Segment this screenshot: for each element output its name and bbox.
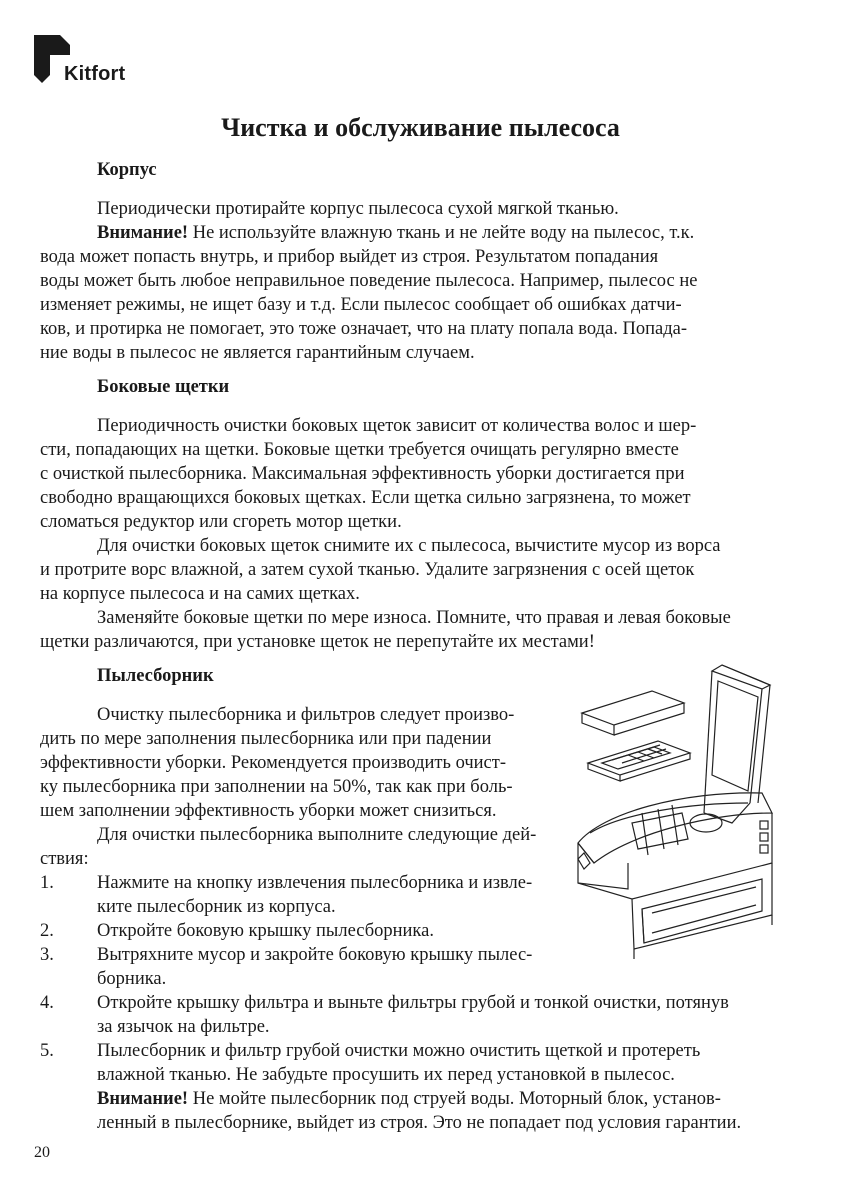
page-title: Чистка и обслуживание пылесоса — [221, 113, 620, 142]
dustbin-drawing-icon — [572, 663, 787, 960]
body-warning-continuation: вода может попасть внутрь, и прибор выйдет из строя. Результатом попадания воды может быть любое неправильное поведение пылесоса. Например, пылесос не изменяет режимы, не ищет базу и т.д. Если пылесос сообщает об ошибках датчи- ков, и протирка не помогает, это тоже означает, что на плату попала вода. Попада- ние воды в пылесос не является гарантийным случаем. — [40, 247, 698, 363]
body-paragraph-1: Периодически протирайте корпус пылесоса сухой мягкой тканью. — [97, 199, 619, 219]
list-item: 1. Нажмите на кнопку извлечения пылесборника и извле- ките пылесборник из корпуса. — [40, 873, 533, 917]
warning-label: Внимание! — [97, 223, 189, 243]
list-item: 3. Вытряхните мусор и закройте боковую крышку пылес- борника. — [40, 945, 533, 989]
list-item: 4. Откройте крышку фильтра и выньте фильтры грубой и тонкой очистки, потянув за язычок на фильтре. — [40, 993, 729, 1037]
heading-body: Корпус — [97, 160, 157, 180]
heading-side-brushes: Боковые щетки — [97, 377, 230, 397]
brushes-paragraph-3: Заменяйте боковые щетки по мере износа. Помните, что правая и левая боковые — [97, 608, 731, 628]
brushes-paragraph-2: Для очистки боковых щеток снимите их с пылесоса, вычистите мусор из ворса — [97, 536, 721, 556]
list-item: 2. Откройте боковую крышку пылесборника. — [40, 921, 434, 941]
dustbin-illustration — [572, 663, 787, 960]
dustbin-paragraph-2: Для очистки пылесборника выполните следующие дей- — [97, 825, 537, 845]
dustbin-paragraph-1: Очистку пылесборника и фильтров следует произво- — [97, 705, 515, 725]
page-content: Корпус Периодически протирайте корпус пылесоса сухой мягкой тканью. Внимание! Не используйте влажную ткань и не лейте воду на пылесос, т.к. вода может попасть внутрь, и прибор выйдет из строя. Результатом попадания воды может быть любое неправильное поведение пылесоса. Например, пылесос не изменяет режимы, не ищет базу и т.д. Если пылесос сообщает об ошибках датчи- ков, и протирка не помогает, это тоже означает, что на плату попала вода. Попада- ние воды в пылесос не является гарантийным случаем. Боковые щетки Периодичность очистки боковых щеток зависит от количества волос и шер- сти, попадающих на щетки. Боковые щетки требуется очищать регулярно вместе с очисткой пылесборника. Максимальная эффективность уборки достигается при свободно вращающихся боковых щетках. Если щетка сильно загрязнена, то может сломаться редуктор или сгореть мотор щетки. Для очистки боковых щеток снимите их с пылесоса, вычистите мусор из ворса и протрите ворс влажной, а затем сухой тканью. Удалите загрязнения с осей щеток на корпусе пылесоса и на самих щетках. Заменяйте боковые щетки по мере износа. Помните, что правая и левая боковые щетки различаются, при установке щеток не перепутайте их местами! Пылесборник Очистку пылесборника и фильтров следует произво- дить по мере заполнения пылесборника или при падении эффективности уборки. Рекомендуется производить очист- ку пылесборника при заполнении на 50%, так как при боль- шем заполнении эффективность уборки может снизиться. Для очистки пылесборника выполните следующие дей- ствия: 1. Нажмите на кнопку извлечения пылесборника и извле- ките пылесборник из корпуса. 2. Откройте боковую крышку пылесборника. 3. Вытряхните мусор и закройте боковую крышку пылес- борника. 4. Откройте крышку фильтра и выньте фильтры грубой и тонкой очистки, потянув за язычок на фильтре. 5. Пылесборник и фильтр грубой очистки можно очистить щеткой и протереть влажной тканью. Не забудьте просушить их перед установкой в пылесос. Внимание! Не мойте пылесборник под струей воды. Моторный блок, установ- ленный в пылесборнике, выйдет из строя. Это не попадает под условия гарантии. — [40, 158, 786, 1135]
brushes-paragraph-1: Периодичность очистки боковых щеток зависит от количества волос и шер- — [97, 416, 697, 436]
heading-dustbin: Пылесборник — [97, 666, 214, 686]
body-warning-paragraph: Внимание! Не используйте влажную ткань и не лейте воду на пылесос, т.к. — [97, 223, 695, 243]
list-item: 5. Пылесборник и фильтр грубой очистки можно очистить щеткой и протереть влажной тканью. Не забудьте просушить их перед установкой в пылесос. Внимание! Не мойте пылесборник под струей воды. Моторный блок, установ- ленный в пылесборнике, выйдет из строя. Это не попадает под условия гарантии. — [40, 1041, 742, 1133]
brand-name: Kitfort — [64, 63, 126, 85]
page-number: 20 — [34, 1144, 50, 1161]
brand-logo — [34, 35, 144, 85]
warning-label: Внимание! — [97, 1089, 189, 1109]
dustbin-intro: Очистку пылесборника и фильтров следует произво- дить по мере заполнения пылесборника или при падении эффективности уборки. Рекомендуется производить очист- ку пылесборника при заполнении на 50%, так как при боль- шем заполнении эффективность уборки может снизиться. Для очистки пылесборника выполните следующие дей- ствия: — [40, 703, 570, 871]
